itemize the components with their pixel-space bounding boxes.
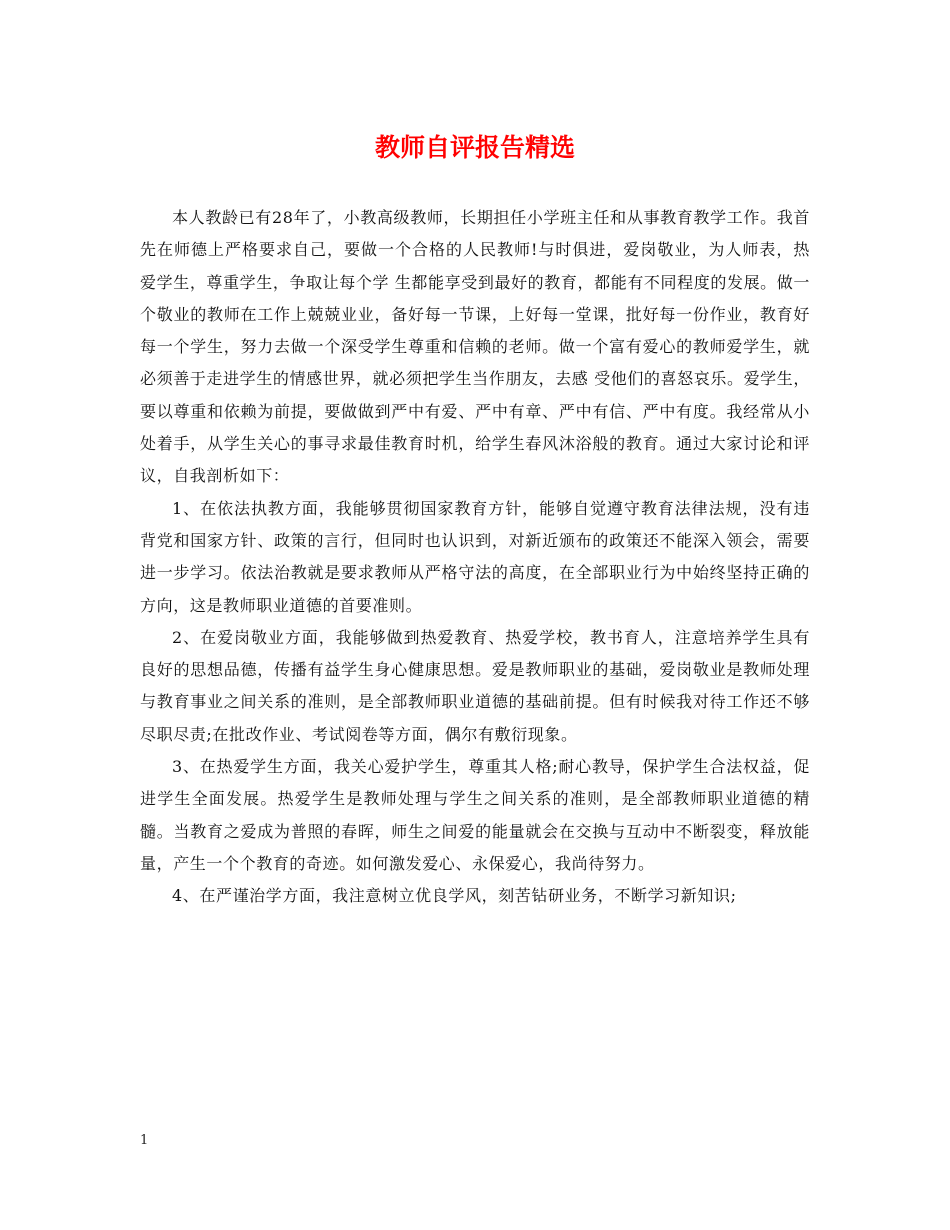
paragraph-item-2: 2、在爱岗敬业方面，我能够做到热爱教育、热爱学校，教书育人，注意培养学生具有良好的思想品德，传播有益学生身心健康思想。爱是教师职业的基础，爱岗敬业是教师处理与教育事业之间关系的准则，是全部教师职业道德的基础前提。但有时候我对待工作还不够尽职尽责;在批改作业、考试阅卷等方面，偶尔有敷衍现象。 [140, 627, 810, 744]
document-body [140, 202, 810, 913]
paragraph-item-1: 1、在依法执教方面，我能够贯彻国家教育方针，能够自觉遵守教育法律法规，没有违背党和国家方针、政策的言行，但同时也认识到，对新近颁布的政策还不能深入领会，需要进一步学习。依法治教就是要求教师从严格守法的高度，在全部职业行为中始终坚持正确的方向，这是教师职业道德的首要准则。 [140, 498, 810, 615]
page-number: 1 [140, 1133, 149, 1148]
paragraph-item-3: 3、在热爱学生方面，我关心爱护学生，尊重其人格;耐心教导，保护学生合法权益，促进学生全面发展。热爱学生是教师处理与学生之间关系的准则，是全部教师职业道德的精髓。当教育之爱成为普照的春晖，师生之间爱的能量就会在交换与互动中不断裂变，释放能量，产生一个个教育的奇迹。如何激发爱心、永保爱心，我尚待努力。 [140, 757, 810, 873]
document-title: 教师自评报告精选 [374, 133, 575, 162]
paragraph-intro: 本人教龄已有28年了，小教高级教师，长期担任小学班主任和从事教育教学工作。我首先在师德上严格要求自己，要做一个合格的人民教师!与时俱进，爱岗敬业，为人师表，热爱学生，尊重学生，争取让每个学 生都能享受到最好的教育，都能有不同程度的发展。做一个敬业的教师在工作上兢兢业业，备好每一节课，上好每一堂课，批好每一份作业，教育好每一个学生，努力去做一个深受学生尊重和信赖的老师。做一个富有爱心的教师爱学生，就必须善于走进学生的情感世界，就必须把学生当作朋友，去感 受他们的喜怒哀乐。爱学生，要以尊重和依赖为前提，要做做到严中有爱、严中有章、严中有信、严中有度。我经常从小处着手，从学生关心的事寻求最佳教育时机，给学生春风沐浴般的教育。通过大家讨论和评议，自我剖析如下： [140, 208, 810, 486]
paragraph-item-4: 4、在严谨治学方面，我注意树立优良学风，刻苦钻研业务，不断学习新知识; [172, 886, 737, 906]
